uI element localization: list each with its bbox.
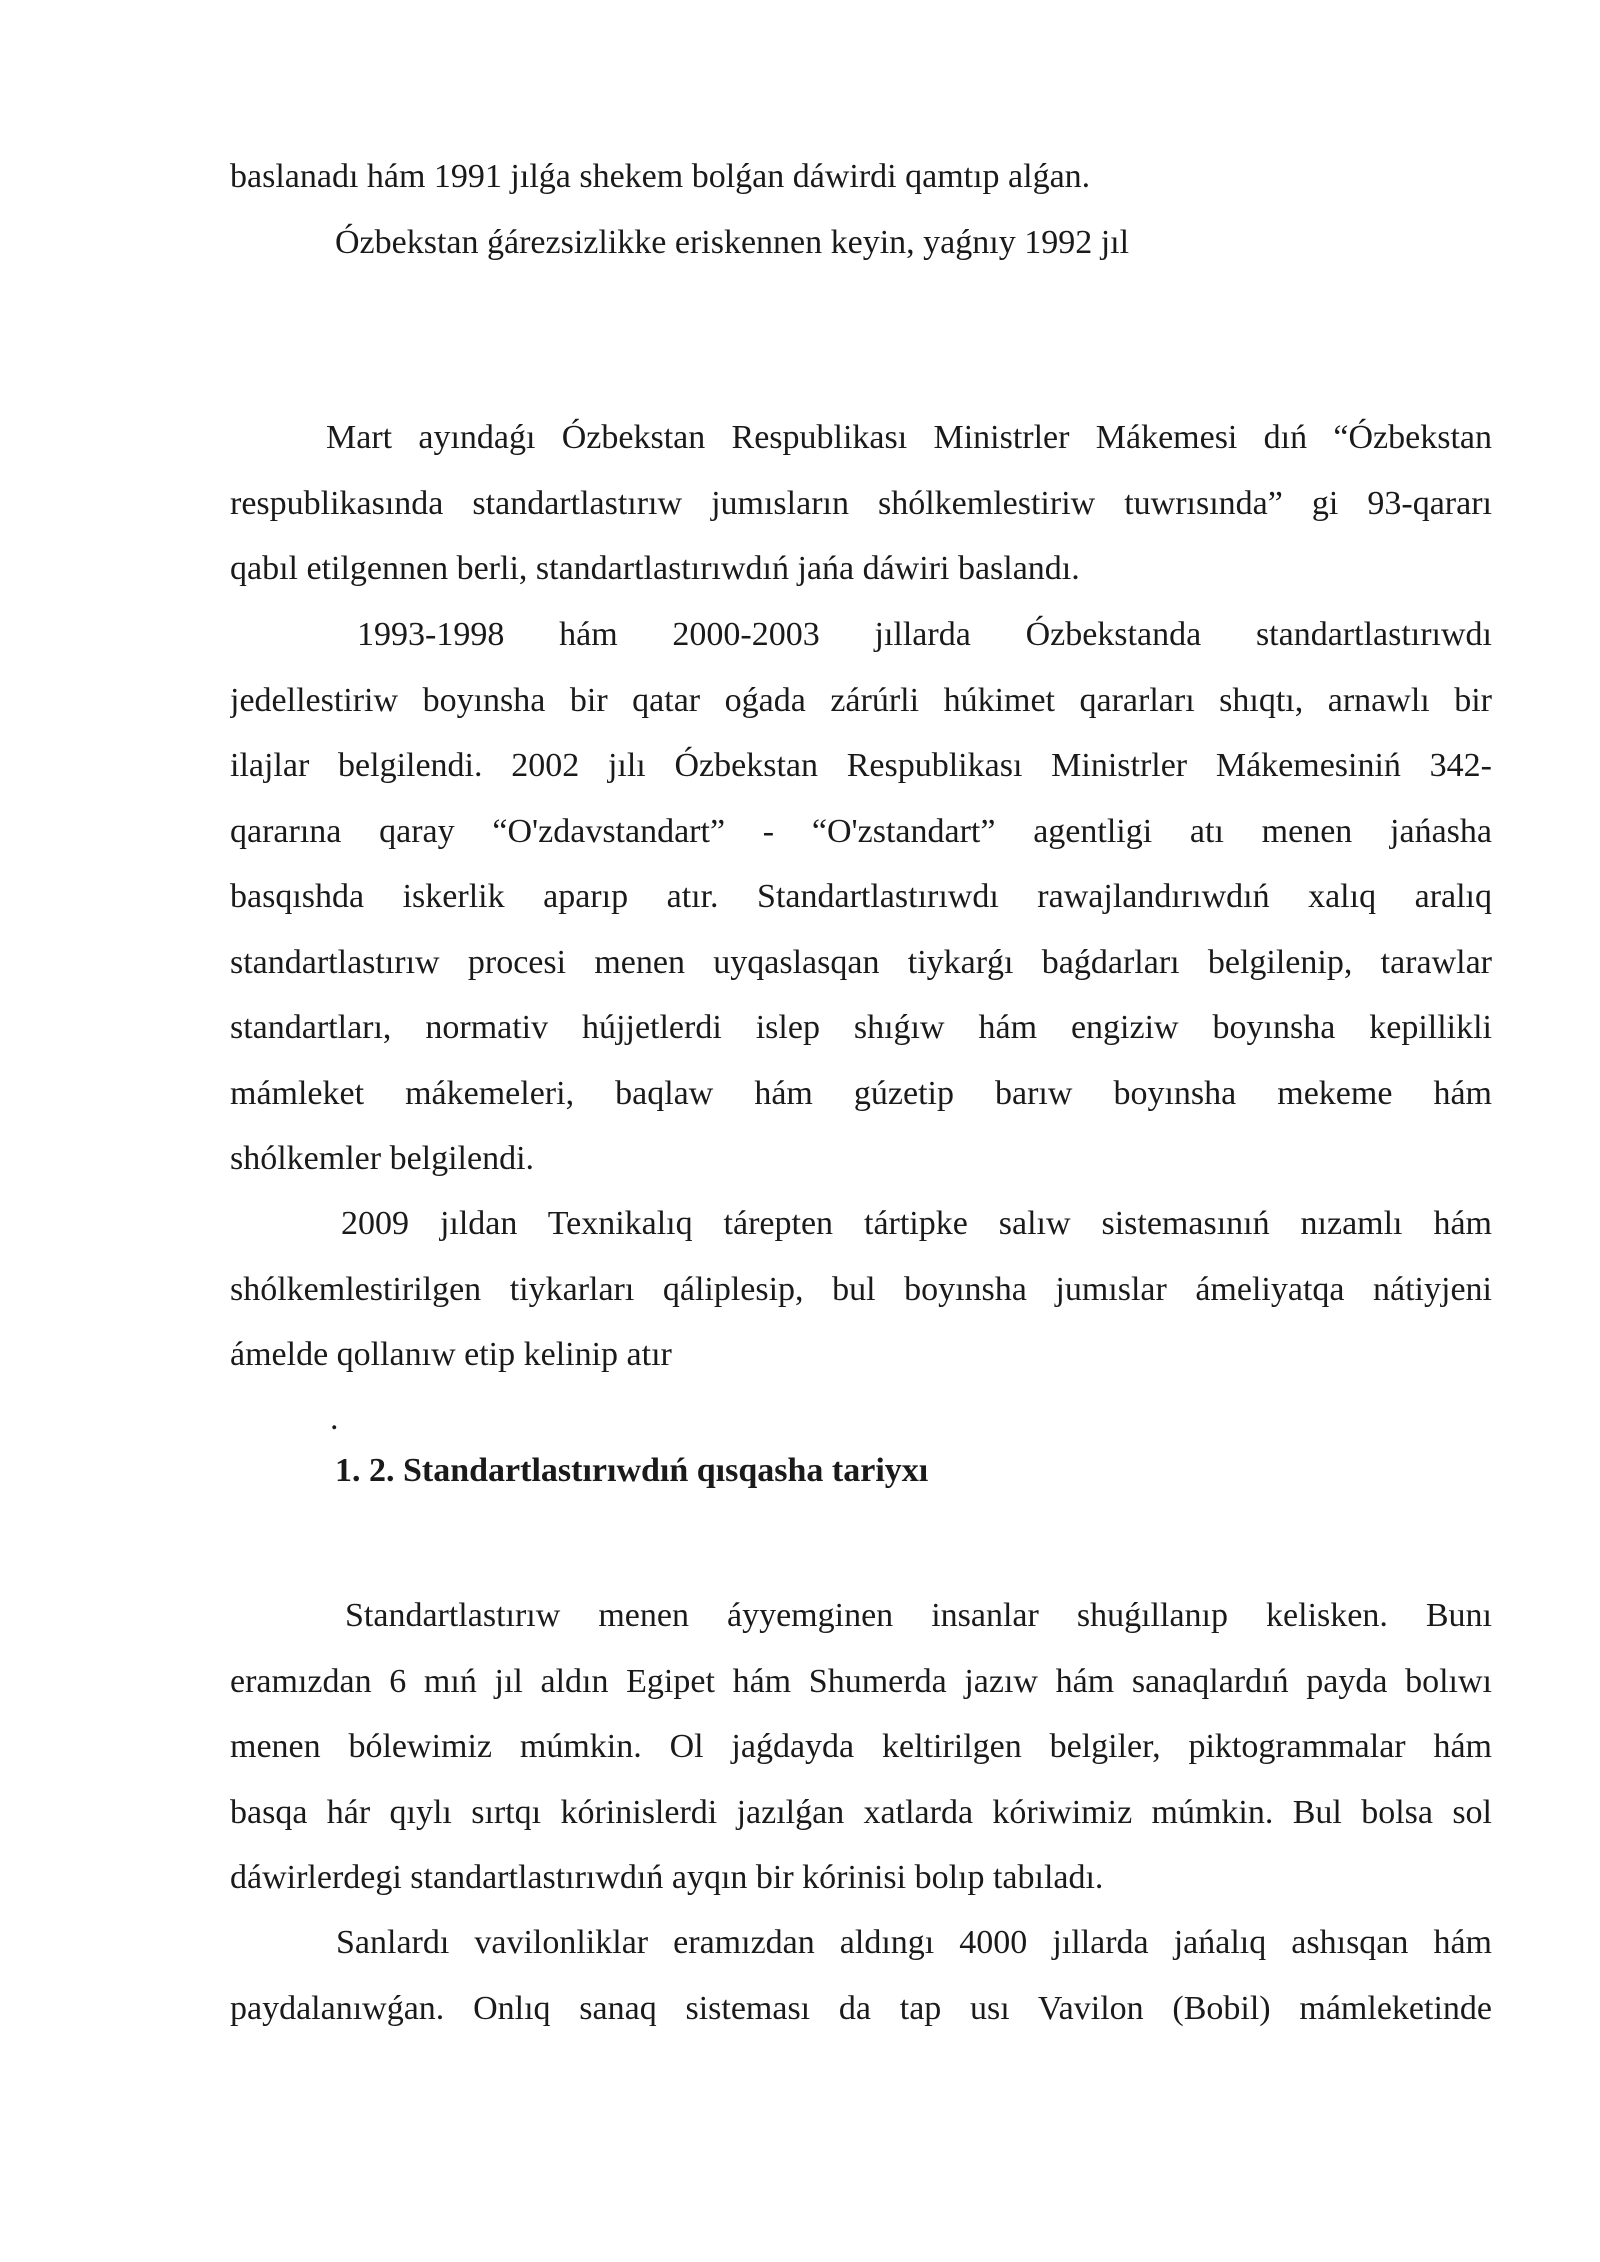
text-line: Mart ayındaǵı Ózbekstan Respublikası Ministrler Mákemesi dıń “Ózbekstan bbox=[326, 419, 1492, 456]
paragraph-6 bbox=[230, 1910, 1492, 2041]
text-line: Standartlastırıw menen áyyemginen insanlar shuǵıllanıp kelisken. Bunı bbox=[345, 1597, 1492, 1634]
text-line: baslanadı hám 1991 jılǵa shekem bolǵan dáwirdi qamtıp alǵan. bbox=[230, 158, 1091, 195]
text-line: Ózbekstan ǵárezsizlikke eriskennen keyin, yaǵnıy 1992 jıl bbox=[335, 223, 1130, 261]
text-line: eramızdan 6 mıń jıl aldın Egipet hám Shumerda jazıw hám sanaqlardıń payda bolıwı bbox=[230, 1662, 1492, 1700]
text-line: shólkemler belgilendi. bbox=[230, 1140, 535, 1177]
text-line: mámleket mákemeleri, baqlaw hám gúzetip barıw boyınsha mekeme hám bbox=[230, 1074, 1492, 1112]
text-line: Sanlardı vavilonliklar eramızdan aldıngı 4000 jıllarda jańalıq ashısqan hám bbox=[336, 1924, 1492, 1961]
text-line: respublikasında standartlastırıw jumısların shólkemlestiriw tuwrısında” gi 93-qararı bbox=[230, 484, 1492, 522]
paragraph-2 bbox=[230, 405, 1492, 602]
text-line: qabıl etilgennen berli, standartlastırıwdıń jańa dáwiri baslandı. bbox=[230, 550, 1080, 587]
text-line: menen bólewimiz múmkin. Ol jaǵdayda keltirilgen belgiler, piktogrammalar hám bbox=[230, 1728, 1492, 1765]
paragraph-3 bbox=[230, 602, 1492, 1192]
text-line: dáwirlerdegi standartlastırıwdıń ayqın bir kórinisi bolıp tabıladı. bbox=[230, 1859, 1104, 1896]
paragraph-5 bbox=[230, 1583, 1492, 1911]
paragraph-1 bbox=[230, 144, 1492, 275]
section-heading: 1. 2. Standartlastırıwdıń qısqasha tariyxı bbox=[335, 1452, 929, 1489]
text-line: ilajlar belgilendi. 2002 jılı Ózbekstan Respublikası Ministrler Mákemesiniń 342- bbox=[230, 747, 1492, 784]
text-line: qararına qaray “O'zdavstandart” - “O'zstandart” agentligi atı menen jańasha bbox=[230, 812, 1492, 850]
stray-dot: . bbox=[330, 1400, 339, 1437]
paragraph-4 bbox=[230, 1191, 1492, 1388]
text-line: standartları, normativ hújjetlerdi islep shıǵıw hám engiziw boyınsha kepillikli bbox=[230, 1009, 1492, 1046]
text-line: basqıshda iskerlik aparıp atır. Standartlastırıwdı rawajlandırıwdıń xalıq aralıq bbox=[230, 878, 1492, 915]
text-line: standartlastırıw procesi menen uyqaslasqan tiykarǵı baǵdarları belgilenip, tarawlar bbox=[230, 943, 1492, 981]
text-line: jedellestiriw boyınsha bir qatar oǵada zárúrli húkimet qararları shıqtı, arnawlı bir bbox=[230, 681, 1492, 719]
text-line: ámelde qollanıw etip kelinip atır bbox=[230, 1336, 672, 1373]
text-line: shólkemlestirilgen tiykarları qáliplesip, bul boyınsha jumıslar ámeliyatqa nátiyjeni bbox=[230, 1270, 1492, 1308]
text-line: 1993-1998 hám 2000-2003 jıllarda Ózbekstanda standartlastırıwdı bbox=[357, 616, 1492, 653]
text-line: 2009 jıldan Texnikalıq tárepten tártipke salıw sistemasınıń nızamlı hám bbox=[341, 1205, 1492, 1242]
text-line: paydalanıwǵan. Onlıq sanaq sisteması da tap usı Vavilon (Bobil) mámleketinde bbox=[230, 1989, 1492, 2027]
text-line: basqa hár qıylı sırtqı kórinislerdi jazılǵan xatlarda kóriwimiz múmkin. Bul bolsa sol bbox=[230, 1793, 1492, 1831]
